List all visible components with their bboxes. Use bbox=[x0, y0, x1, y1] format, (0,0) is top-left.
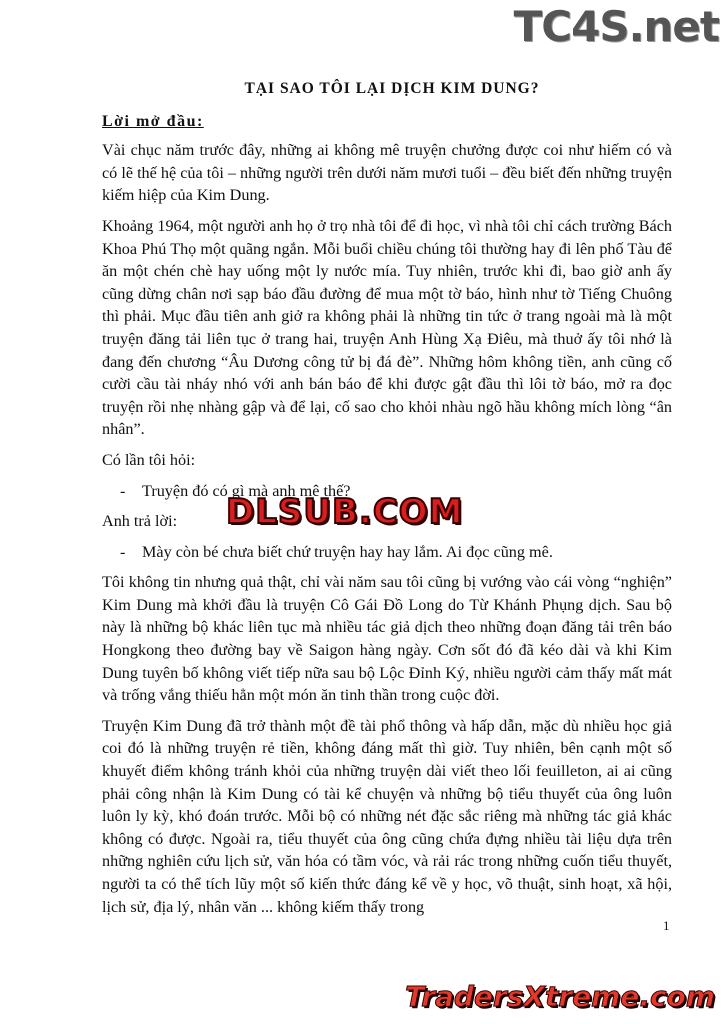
paragraph-1: Vài chục năm trước đây, những ai không mê truyện chưởng được coi như hiếm có và có lẽ thế hệ của tôi – những người trên dưới năm mươi tuổi – đều biết đến những truyện kiếm hiệp của Kim Dung. bbox=[102, 141, 672, 205]
paragraph-3: Có lần tôi hỏi: bbox=[102, 450, 196, 469]
dash-marker: - bbox=[120, 542, 126, 561]
dialogue-text-2: Mày còn bé chưa biết chứ truyện hay hay lắm. Ai đọc cũng mê. bbox=[142, 542, 553, 561]
section-heading: Lời mở đầu: bbox=[102, 112, 204, 130]
dialogue-text-1: Truyện đó có gì mà anh mê thế? bbox=[142, 481, 351, 500]
paragraph-5: Tôi không tin nhưng quả thật, chỉ vài năm sau tôi cũng bị vướng vào cái vòng “nghiện” Kim Dung mà khởi đầu là truyện Cô Gái Đồ Long do Từ Khánh Phụng dịch. Sau bộ này là những bộ khác liên tục mà nhiều tác giả dịch theo những đoạn đăng tải trên báo Hongkong theo đường bay về Saigon hàng ngày. Cơn sốt đó đã kéo dài và khi Kim Dung tuyên bố không viết tiếp nữa sau bộ Lộc Đỉnh Ký, nhiều người cảm thấy mất mát và trống vắng thiếu hẳn một món ăn tinh thần trong cuộc đời. bbox=[102, 573, 672, 705]
page-number: 1 bbox=[663, 918, 670, 933]
tradersxtreme-watermark: TradersXtreme.com bbox=[405, 980, 715, 1013]
dlsub-watermark: DLSUB.COM bbox=[226, 492, 464, 532]
dash-marker: - bbox=[120, 481, 126, 500]
tc4s-watermark: TC4S.net bbox=[513, 2, 719, 51]
paragraph-2: Khoảng 1964, một người anh họ ở trọ nhà tôi để đi học, vì nhà tôi chỉ cách trường Bách Khoa Phú Thọ một quãng ngắn. Mỗi buổi chiều chúng tôi thường hay đi lên phố Tàu để ăn một chén chè hay uống một ly nước mía. Tuy nhiên, trước khi đi, bao giờ anh ấy cũng dừng chân nơi sạp báo đầu đường để mua một tờ báo, hình như tờ Tiếng Chuông thì phải. Mục đầu tiên anh giở ra không phải là những tin tức ở trang ngoài mà là một truyện đăng tải liên tục ở trang hai, truyện Anh Hùng Xạ Điêu, mà thuở ấy tôi nhớ là đang đến chương “Âu Dương công tử bị đá đè”. Những hôm không tiền, anh cũng cố cười cầu tài nháy nhó với anh bán báo để khi được gật đầu thì lôi tờ báo, mở ra đọc truyện rồi nhẹ nhàng gập và để lại, cố sao cho khỏi nhàu ngõ hầu không mích lòng “ân nhân”. bbox=[102, 216, 672, 439]
paragraph-6: Truyện Kim Dung đã trở thành một đề tài phổ thông và hấp dẫn, mặc dù nhiều học giả coi đó là những truyện rẻ tiền, không đáng mất thì giờ. Tuy nhiên, bên cạnh một số khuyết điểm không tránh khỏi của những truyện dài viết theo lối feuilleton, ai ai cũng phải công nhận là Kim Dung có tài kể chuyện và những bộ tiểu thuyết của ông luôn luôn ly kỳ, khó đoán trước. Mỗi bộ có những nét đặc sắc riêng mà những tác giả khác không có được. Ngoài ra, tiểu thuyết của ông cũng chứa đựng nhiều tài liệu dựa trên những nghiên cứu lịch sử, văn hóa có tầm vóc, và rải rác trong những cuốn tiểu thuyết, người ta có thể tích lũy một số kiến thức đáng kể về y học, võ thuật, sinh hoạt, xã hội, lịch sử, địa lý, nhân văn ... không kiếm thấy trong bbox=[102, 716, 672, 916]
dialogue-line-2 bbox=[102, 541, 672, 564]
document-title: TẠI SAO TÔI LẠI DỊCH KIM DUNG? bbox=[244, 80, 540, 97]
paragraph-4: Anh trả lời: bbox=[102, 512, 178, 531]
